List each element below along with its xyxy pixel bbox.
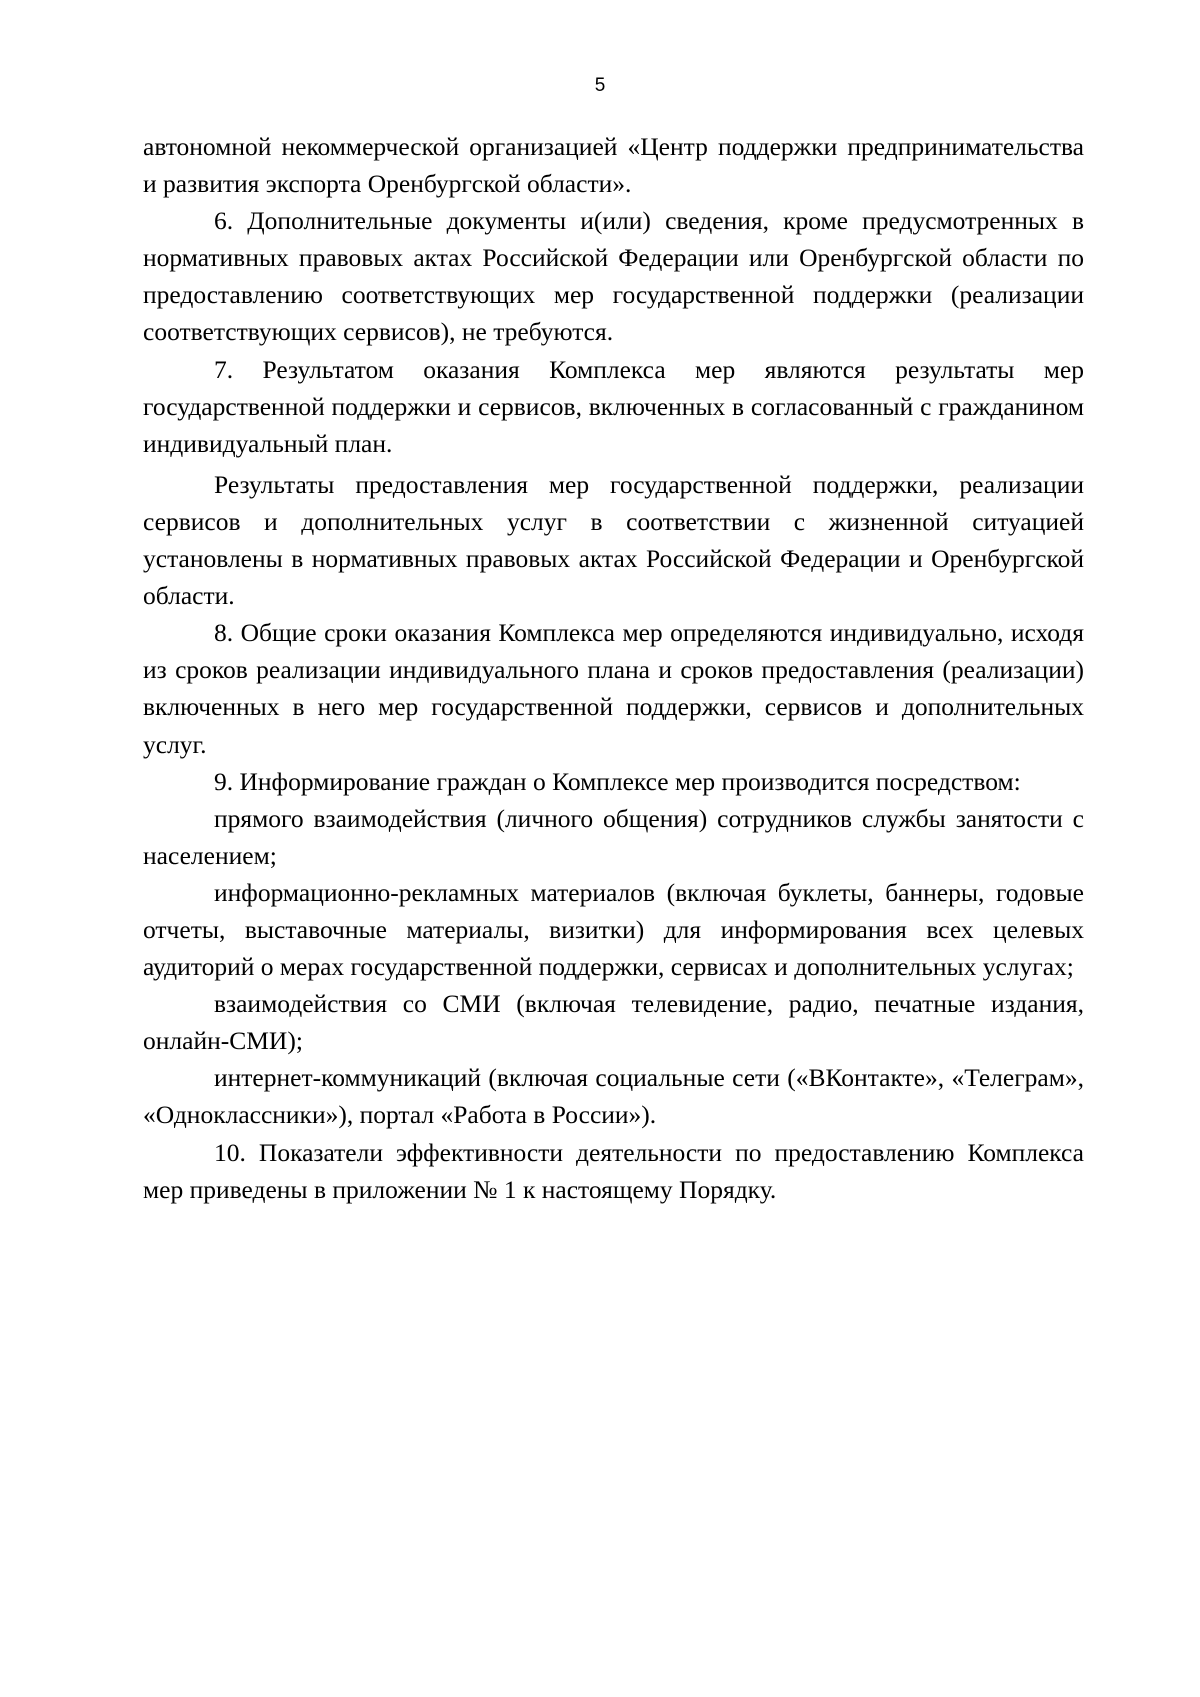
paragraph-item-8: 8. Общие сроки оказания Комплекса мер определяются индивидуально, исходя из сроков реализации индивидуального плана и сроков предоставления (реализации) включенных в него мер государственной поддержки, сервисов и дополнительных услуг. (143, 618, 1084, 759)
paragraph-item-10: 10. Показатели эффективности деятельности по предоставлению Комплекса мер приведены в приложении № 1 к настоящему Порядку. (143, 1137, 1084, 1204)
list-item-internet-communications: интернет-коммуникаций (включая социальные сети («ВКонтакте», «Телеграм», «Одноклассники»), портал «Работа в России»). (143, 1063, 1084, 1130)
list-item-direct-interaction: прямого взаимодействия (личного общения) сотрудников службы занятости с населением; (143, 803, 1084, 870)
list-item-media-interaction: взаимодействия со СМИ (включая телевидение, радио, печатные издания, онлайн-СМИ); (143, 989, 1084, 1056)
paragraph-continuation: автономной некоммерческой организацией «Центр поддержки предпринимательства и развития экспорта Оренбургской области». (143, 132, 1084, 199)
document-body (143, 128, 1084, 1208)
page-number: 5 (594, 75, 606, 96)
paragraph-item-6: 6. Дополнительные документы и(или) сведения, кроме предусмотренных в нормативных правовых актах Российской Федерации или Оренбургской области по предоставлению соответствующих мер государственной поддержки (реализации соответствующих сервисов), не требуются. (143, 206, 1084, 347)
paragraph-item-7: 7. Результатом оказания Комплекса мер являются результаты мер государственной поддержки и сервисов, включенных в согласованный с гражданином индивидуальный план. (143, 354, 1084, 458)
list-item-info-materials: информационно-рекламных материалов (включая буклеты, баннеры, годовые отчеты, выставочные материалы, визитки) для информирования всех целевых аудиторий о мерах государственной поддержки, сервисах и дополнительных услугах; (143, 877, 1084, 982)
paragraph-results: Результаты предоставления мер государственной поддержки, реализации сервисов и дополнительных услуг в соответствии с жизненной ситуацией установлены в нормативных правовых актах Российской Федерации и Оренбургской области. (143, 469, 1084, 611)
paragraph-item-9: 9. Информирование граждан о Комплексе мер производится посредством: (214, 766, 1021, 796)
